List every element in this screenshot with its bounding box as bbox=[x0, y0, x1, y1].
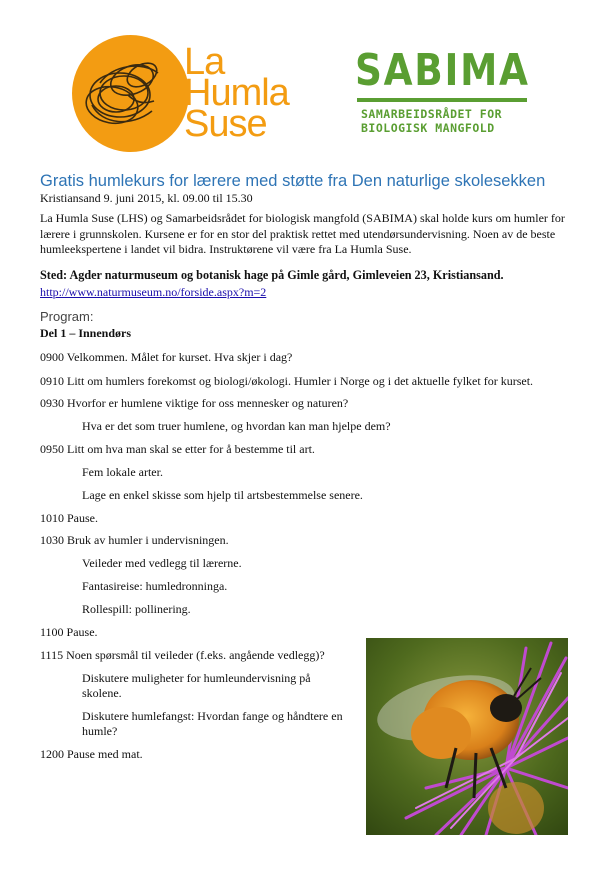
program-subitem: Diskutere muligheter for humleundervisning på skolene. bbox=[82, 671, 311, 700]
program-item: 1100 Pause. bbox=[40, 625, 98, 639]
program-subitem: Fem lokale arter. bbox=[82, 465, 163, 479]
program-item: 1200 Pause med mat. bbox=[40, 747, 143, 761]
program-subitem: Lage en enkel skisse som hjelp til artsbestemmelse senere. bbox=[82, 488, 363, 502]
program-item: 1030 Bruk av humler i undervisningen. bbox=[40, 533, 229, 547]
page-title: Gratis humlekurs for lærere med støtte fra Den naturlige skolesekken bbox=[40, 172, 546, 190]
program-item: 1010 Pause. bbox=[40, 511, 98, 525]
event-location: Sted: Agder naturmuseum og botanisk hage på Gimle gård, Gimleveien 23, Kristiansand. bbox=[40, 268, 504, 282]
la-humla-suse-logo bbox=[72, 35, 352, 155]
logo-line-suse: Suse bbox=[184, 103, 267, 145]
museum-link[interactable]: http://www.naturmuseum.no/forside.aspx?m=2 bbox=[40, 285, 267, 299]
intro-paragraph: La Humla Suse (LHS) og Samarbeidsrådet for biologisk mangfold (SABIMA) skal holde kurs om humler for lærere i grunnskolen. Kursene er for en stor del praktisk rettet med utendørsundervisning. Noen av de beste humleekspertene i landet vil bidra. Instruktørene vil være fra La Humla Suse. bbox=[40, 211, 565, 256]
program-subitem: Fantasireise: humledronninga. bbox=[82, 579, 228, 593]
program-item: 1115 Noen spørsmål til veileder (f.eks. angående vedlegg)? bbox=[40, 648, 325, 662]
bumblebee-on-thistle-photo bbox=[366, 638, 568, 835]
la-humla-suse-wordmark bbox=[184, 41, 289, 145]
program-item: 0930 Hvorfor er humlene viktige for oss mennesker og naturen? bbox=[40, 396, 349, 410]
program-subitem: Diskutere humlefangst: Hvordan fange og håndtere en humle? bbox=[82, 709, 343, 738]
logo-line-la: La bbox=[184, 41, 225, 83]
logo-line-humla: Humla bbox=[184, 72, 289, 114]
program-item: 0950 Litt om hva man skal se etter for å bestemme til art. bbox=[40, 442, 315, 456]
sabima-subtitle-2: BIOLOGISK MANGFOLD bbox=[361, 121, 495, 135]
program-subitem: Veileder med vedlegg til lærerne. bbox=[82, 556, 242, 570]
program-item: 0900 Velkommen. Målet for kurset. Hva skjer i dag? bbox=[40, 350, 293, 364]
program-label: Program: bbox=[40, 309, 94, 324]
event-date: Kristiansand 9. juni 2015, kl. 09.00 til 15.30 bbox=[40, 191, 253, 205]
sabima-title: SABIMA bbox=[355, 45, 530, 96]
section-heading: Del 1 – Innendørs bbox=[40, 326, 132, 340]
sabima-logo bbox=[355, 45, 535, 143]
bumblebee-scribble-icon bbox=[72, 35, 189, 152]
program-item: 0910 Litt om humlers forekomst og biologi/økologi. Humler i Norge og i det aktuelle fylket for kurset. bbox=[40, 374, 534, 388]
sabima-subtitle-1: SAMARBEIDSRÅDET FOR bbox=[361, 107, 503, 121]
program-subitem: Hva er det som truer humlene, og hvordan kan man hjelpe dem? bbox=[82, 419, 391, 433]
program-subitem: Rollespill: pollinering. bbox=[82, 602, 191, 616]
sabima-divider bbox=[357, 98, 527, 102]
